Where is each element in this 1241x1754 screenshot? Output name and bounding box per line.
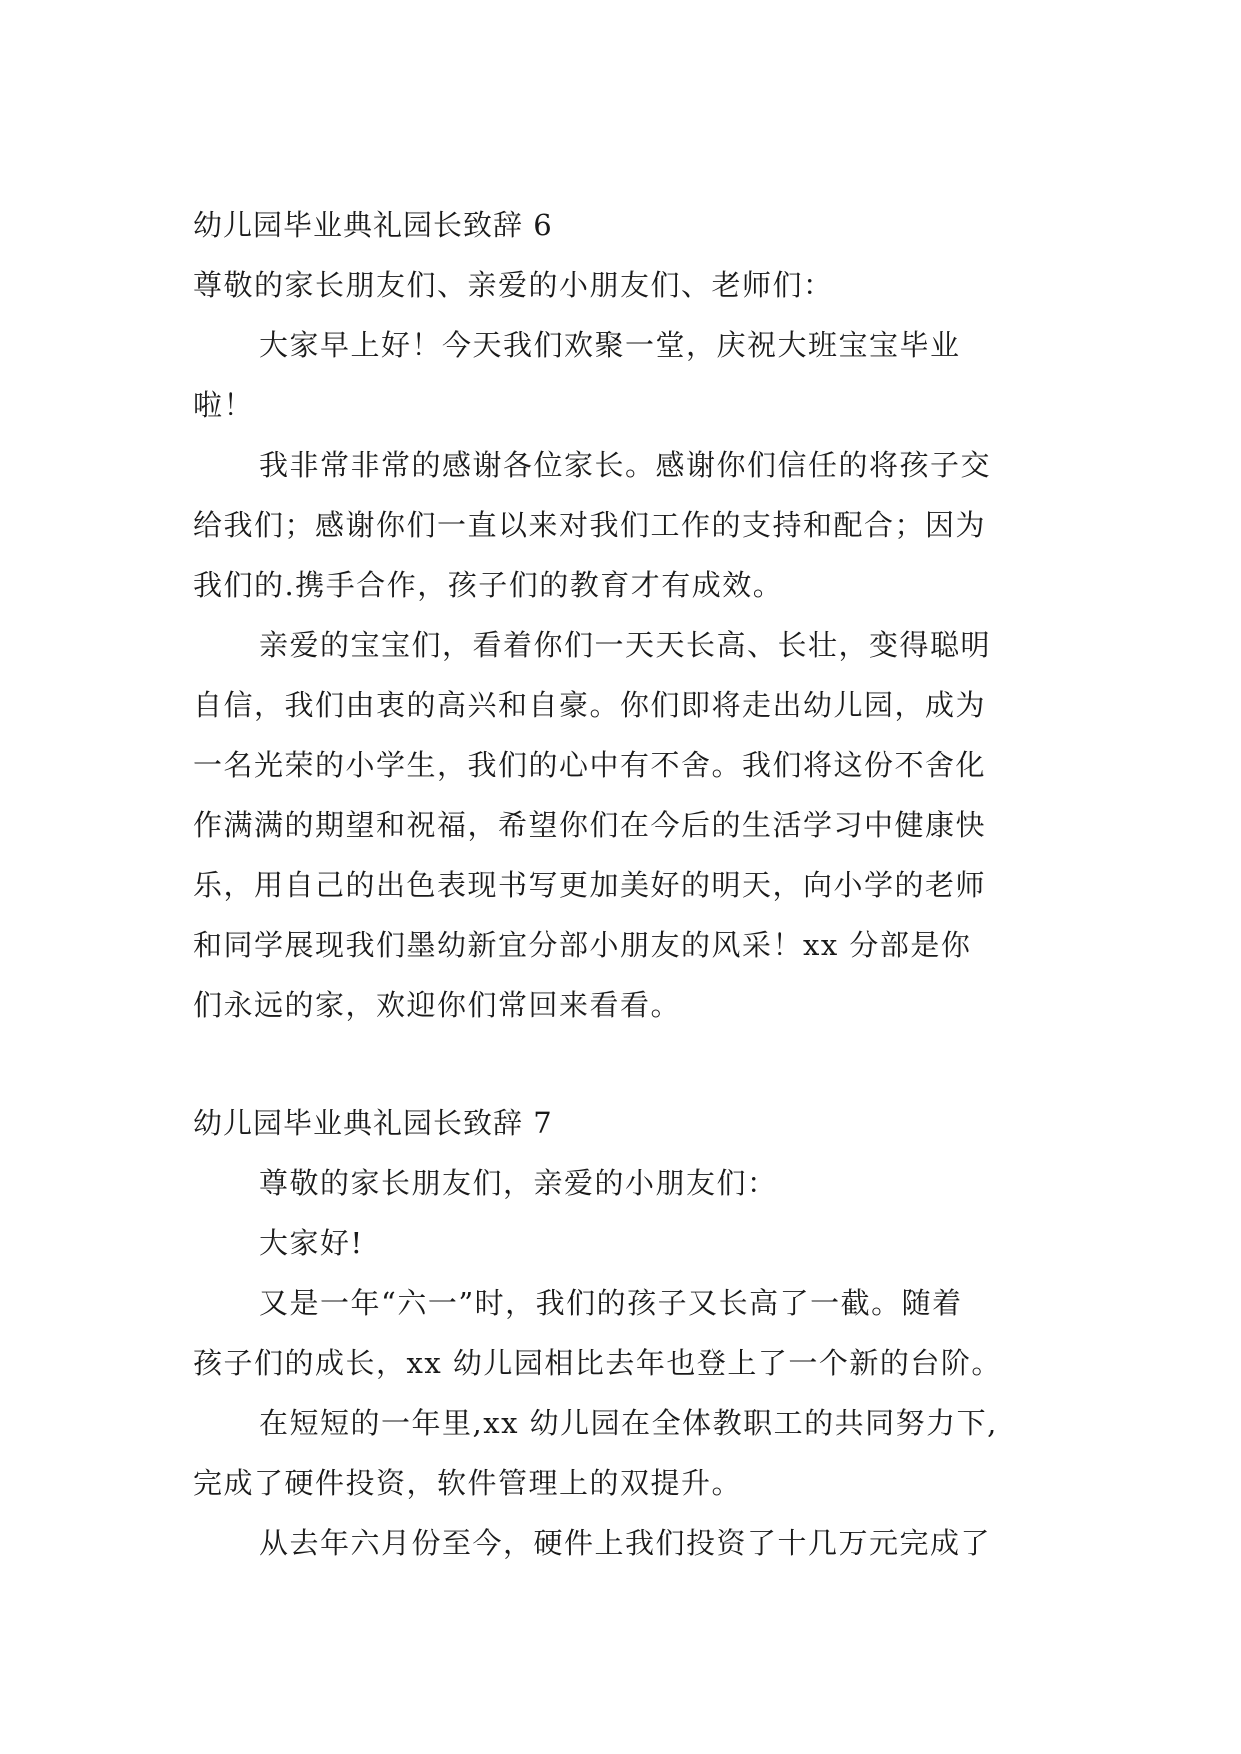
paragraph-line: 们永远的家，欢迎你们常回来看看。 <box>193 988 682 1022</box>
paragraph-line: 和同学展现我们墨幼新宜分部小朋友的风采！xx 分部是你 <box>193 928 972 962</box>
section-gap <box>193 1035 1055 1093</box>
paragraph-line: 在短短的一年里,xx 幼儿园在全体教职工的共同努力下, <box>259 1406 998 1440</box>
paragraph-line: 大家好! <box>259 1226 364 1260</box>
paragraph-line: 乐，用自己的出色表现书写更加美好的明天，向小学的老师 <box>193 868 987 902</box>
section-7-title: 幼儿园毕业典礼园长致辞 7 <box>193 1106 553 1140</box>
paragraph-line: 完成了硬件投资，软件管理上的双提升。 <box>193 1466 743 1500</box>
paragraph-line: 孩子们的成长，xx 幼儿园相比去年也登上了一个新的台阶。 <box>193 1346 1002 1380</box>
section-6-salutation: 尊敬的家长朋友们、亲爱的小朋友们、老师们： <box>193 268 834 302</box>
paragraph-line: 作满满的期望和祝福，希望你们在今后的生活学习中健康快 <box>193 808 987 842</box>
paragraph-line: 亲爱的宝宝们，看着你们一天天长高、长壮，变得聪明 <box>259 628 992 662</box>
paragraph-line: 给我们；感谢你们一直以来对我们工作的支持和配合；因为 <box>193 508 987 542</box>
paragraph-line: 啦！ <box>193 388 255 422</box>
paragraph-line: 又是一年“六一”时，我们的孩子又长高了一截。随着 <box>259 1286 963 1320</box>
paragraph-line: 一名光荣的小学生，我们的心中有不舍。我们将这份不舍化 <box>193 748 987 782</box>
paragraph-line: 自信，我们由衷的高兴和自豪。你们即将走出幼儿园，成为 <box>193 688 987 722</box>
paragraph-line: 从去年六月份至今，硬件上我们投资了十几万元完成了 <box>259 1526 992 1560</box>
paragraph-line: 尊敬的家长朋友们，亲爱的小朋友们： <box>259 1166 778 1200</box>
paragraph-line: 我非常非常的感谢各位家长。感谢你们信任的将孩子交 <box>259 448 992 482</box>
document-page <box>193 195 1055 1573</box>
paragraph-line: 大家早上好！今天我们欢聚一堂，庆祝大班宝宝毕业 <box>259 328 961 362</box>
paragraph-line: 我们的.携手合作，孩子们的教育才有成效。 <box>193 568 784 602</box>
section-6-title: 幼儿园毕业典礼园长致辞 6 <box>193 208 553 242</box>
